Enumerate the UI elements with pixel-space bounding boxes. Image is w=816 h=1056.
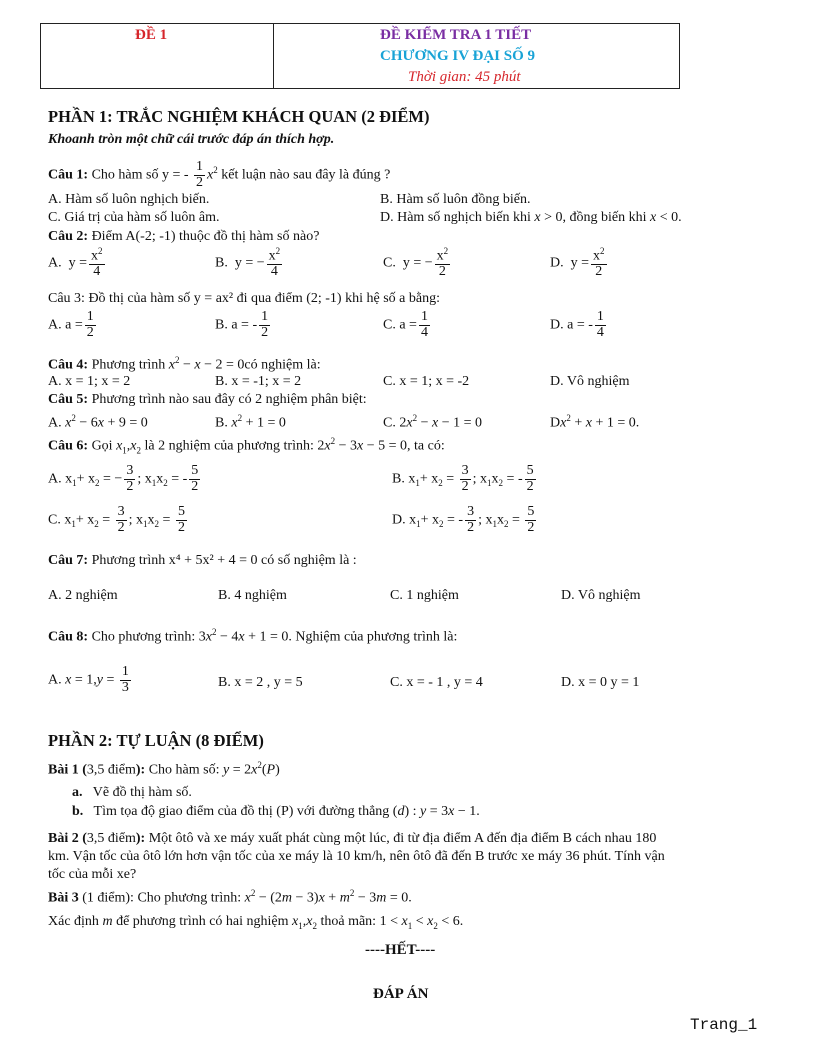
question-6: Câu 6: Gọi $x_1,x_2$ là 2 nghiệm của phương trình: $2x^2 - 3x - 5 = 0$, ta có: <box>48 436 445 456</box>
q6-option-c[interactable]: C. $x_1+ x_2$ = $\frac{3}{2}$ ; $x_1x_2$ = $\frac{5}{2}$ <box>48 504 185 535</box>
part1-instruction: Khoanh tròn một chữ cái trước đáp án thích hợp. <box>48 132 335 147</box>
question-4: Câu 4: Phương trình $x^2 - x - 2$ = 0có nghiệm là: <box>48 355 321 373</box>
q1-option-c[interactable]: C. Giá trị của hàm số luôn âm. <box>48 210 220 225</box>
q4-option-a[interactable]: A. x = 1; x = 2 <box>48 374 131 389</box>
exam-chapter: CHƯƠNG IV ĐẠI SỐ 9 <box>380 48 536 64</box>
q3-option-d[interactable]: D. a = - $\frac{1}{4}$ <box>550 309 604 340</box>
q1-option-d[interactable]: D. Hàm số nghịch biến khi x > 0, đồng biến khi x < 0. <box>380 210 682 225</box>
q6-option-d[interactable]: D. $x_1+ x_2$ = - $\frac{3}{2}$ ; $x_1x_2$ = $\frac{5}{2}$ <box>392 504 535 535</box>
question-2: Câu 2: Điểm A(-2; -1) thuộc đồ thị hàm số nào? <box>48 229 320 244</box>
answers-heading: ĐÁP ÁN <box>373 986 429 1002</box>
q5-option-d[interactable]: $Dx^2 + x + 1 = 0$. <box>550 413 640 431</box>
header-divider <box>273 24 274 88</box>
bai-3-question: Xác định m để phương trình có hai nghiệm $x_1,x_2$ thoả mãn: $1 < x_1 < x_2 < 6$. <box>48 914 464 931</box>
end-mark: ----HẾT---- <box>365 942 436 958</box>
q8-option-d[interactable]: D. x = 0 y = 1 <box>561 675 640 690</box>
q7-option-b[interactable]: B. 4 nghiệm <box>218 588 287 603</box>
question-3: Câu 3: Đồ thị của hàm số y = ax² đi qua điểm (2; -1) khi hệ số a bằng: <box>48 291 440 306</box>
q1-option-a[interactable]: A. Hàm số luôn nghịch biến. <box>48 192 210 207</box>
q5-option-c[interactable]: C. $2x^2 - x - 1 = 0$ <box>383 413 482 431</box>
bai-2-line2: km. Vận tốc của ôtô lớn hơn vận tốc của xe máy là 10 km/h, nên ôtô đã đến B trước xe máy 36 phút. Tính vận <box>48 849 665 864</box>
exam-duration: Thời gian: 45 phút <box>408 69 521 85</box>
q3-option-a[interactable]: A. a = $\frac{1}{2}$ <box>48 309 94 340</box>
q2-option-a[interactable]: A. y = $\frac{x^2}{4}$ <box>48 246 103 280</box>
bai-1a: a. Vẽ đồ thị hàm số. <box>72 785 192 800</box>
page-number: Trang_1 <box>690 1016 758 1034</box>
question-1: Câu 1: Cho hàm số y = - $\frac{1}{2}$ $x^2$ kết luận nào sau đây là đúng ? <box>48 159 391 190</box>
exam-title: ĐỀ KIỂM TRA 1 TIẾT <box>380 27 532 43</box>
q2-option-d[interactable]: D. y = $\frac{x^2}{2}$ <box>550 246 605 280</box>
bai-2-line1: Bài 2 (3,5 điểm): Một ôtô và xe máy xuất phát cùng một lúc, đi từ địa điểm A đến địa điểm B cách nhau 180 <box>48 831 657 846</box>
q7-option-c[interactable]: C. 1 nghiệm <box>390 588 459 603</box>
fraction: $\frac{1}{2}$ <box>196 159 204 190</box>
question-5: Câu 5: Phương trình nào sau đây có 2 nghiệm phân biệt: <box>48 392 367 407</box>
bai-2-line3: tốc của mỗi xe? <box>48 867 137 882</box>
q4-option-d[interactable]: D. Vô nghiệm <box>550 374 630 389</box>
part2-heading: PHẦN 2: TỰ LUẬN (8 ĐIỂM) <box>48 731 264 750</box>
q4-option-c[interactable]: C. x = 1; x = -2 <box>383 374 470 389</box>
q5-option-a[interactable]: A. $x^2 - 6x + 9 = 0$ <box>48 413 148 431</box>
q2-option-b[interactable]: B. y = − $\frac{x^2}{4}$ <box>215 246 281 280</box>
q8-option-b[interactable]: B. x = 2 , y = 5 <box>218 675 303 690</box>
q2-option-c[interactable]: C. y = − $\frac{x^2}{2}$ <box>383 246 449 280</box>
question-7: Câu 7: Phương trình x⁴ + 5x² + 4 = 0 có số nghiệm là : <box>48 553 357 568</box>
q6-option-b[interactable]: B. $x_1+ x_2$ = $\frac{3}{2}$ ; $x_1x_2$ = - $\frac{5}{2}$ <box>392 463 534 494</box>
question-8: Câu 8: Cho phương trình: $3x^2 - 4x + 1 = 0$. Nghiệm của phương trình là: <box>48 627 458 645</box>
q6-option-a[interactable]: A. $x_1+ x_2$ = − $\frac{3}{2}$ ; $x_1x_2$ = - $\frac{5}{2}$ <box>48 463 199 494</box>
q8-option-c[interactable]: C. x = - 1 , y = 4 <box>390 675 483 690</box>
bai-3: Bài 3 (1 điểm): Cho phương trình: $x^2 - (2m - 3)x + m^2 - 3m = 0$. <box>48 888 412 906</box>
part1-heading: PHẦN 1: TRẮC NGHIỆM KHÁCH QUAN (2 ĐIỂM) <box>48 107 430 126</box>
q4-option-b[interactable]: B. x = -1; x = 2 <box>215 374 302 389</box>
q3-option-b[interactable]: B. a = - $\frac{1}{2}$ <box>215 309 269 340</box>
exam-code: ĐỀ 1 <box>135 27 168 43</box>
bai-1: Bài 1 (3,5 điểm): Cho hàm số: $y = 2x^2(P)$ <box>48 760 280 778</box>
q8-option-a[interactable]: A. x = 1,y = $\frac{1}{3}$ <box>48 664 129 695</box>
q1-option-b[interactable]: B. Hàm số luôn đồng biến. <box>380 192 531 207</box>
q5-option-b[interactable]: B. $x^2 + 1 = 0$ <box>215 413 286 431</box>
q7-option-a[interactable]: A. 2 nghiệm <box>48 588 118 603</box>
q3-option-c[interactable]: C. a = $\frac{1}{4}$ <box>383 309 428 340</box>
bai-1b: b. Tìm tọa độ giao điểm của đồ thị (P) với đường thẳng (d) : y = 3x − 1. <box>72 804 480 819</box>
q7-option-d[interactable]: D. Vô nghiệm <box>561 588 641 603</box>
